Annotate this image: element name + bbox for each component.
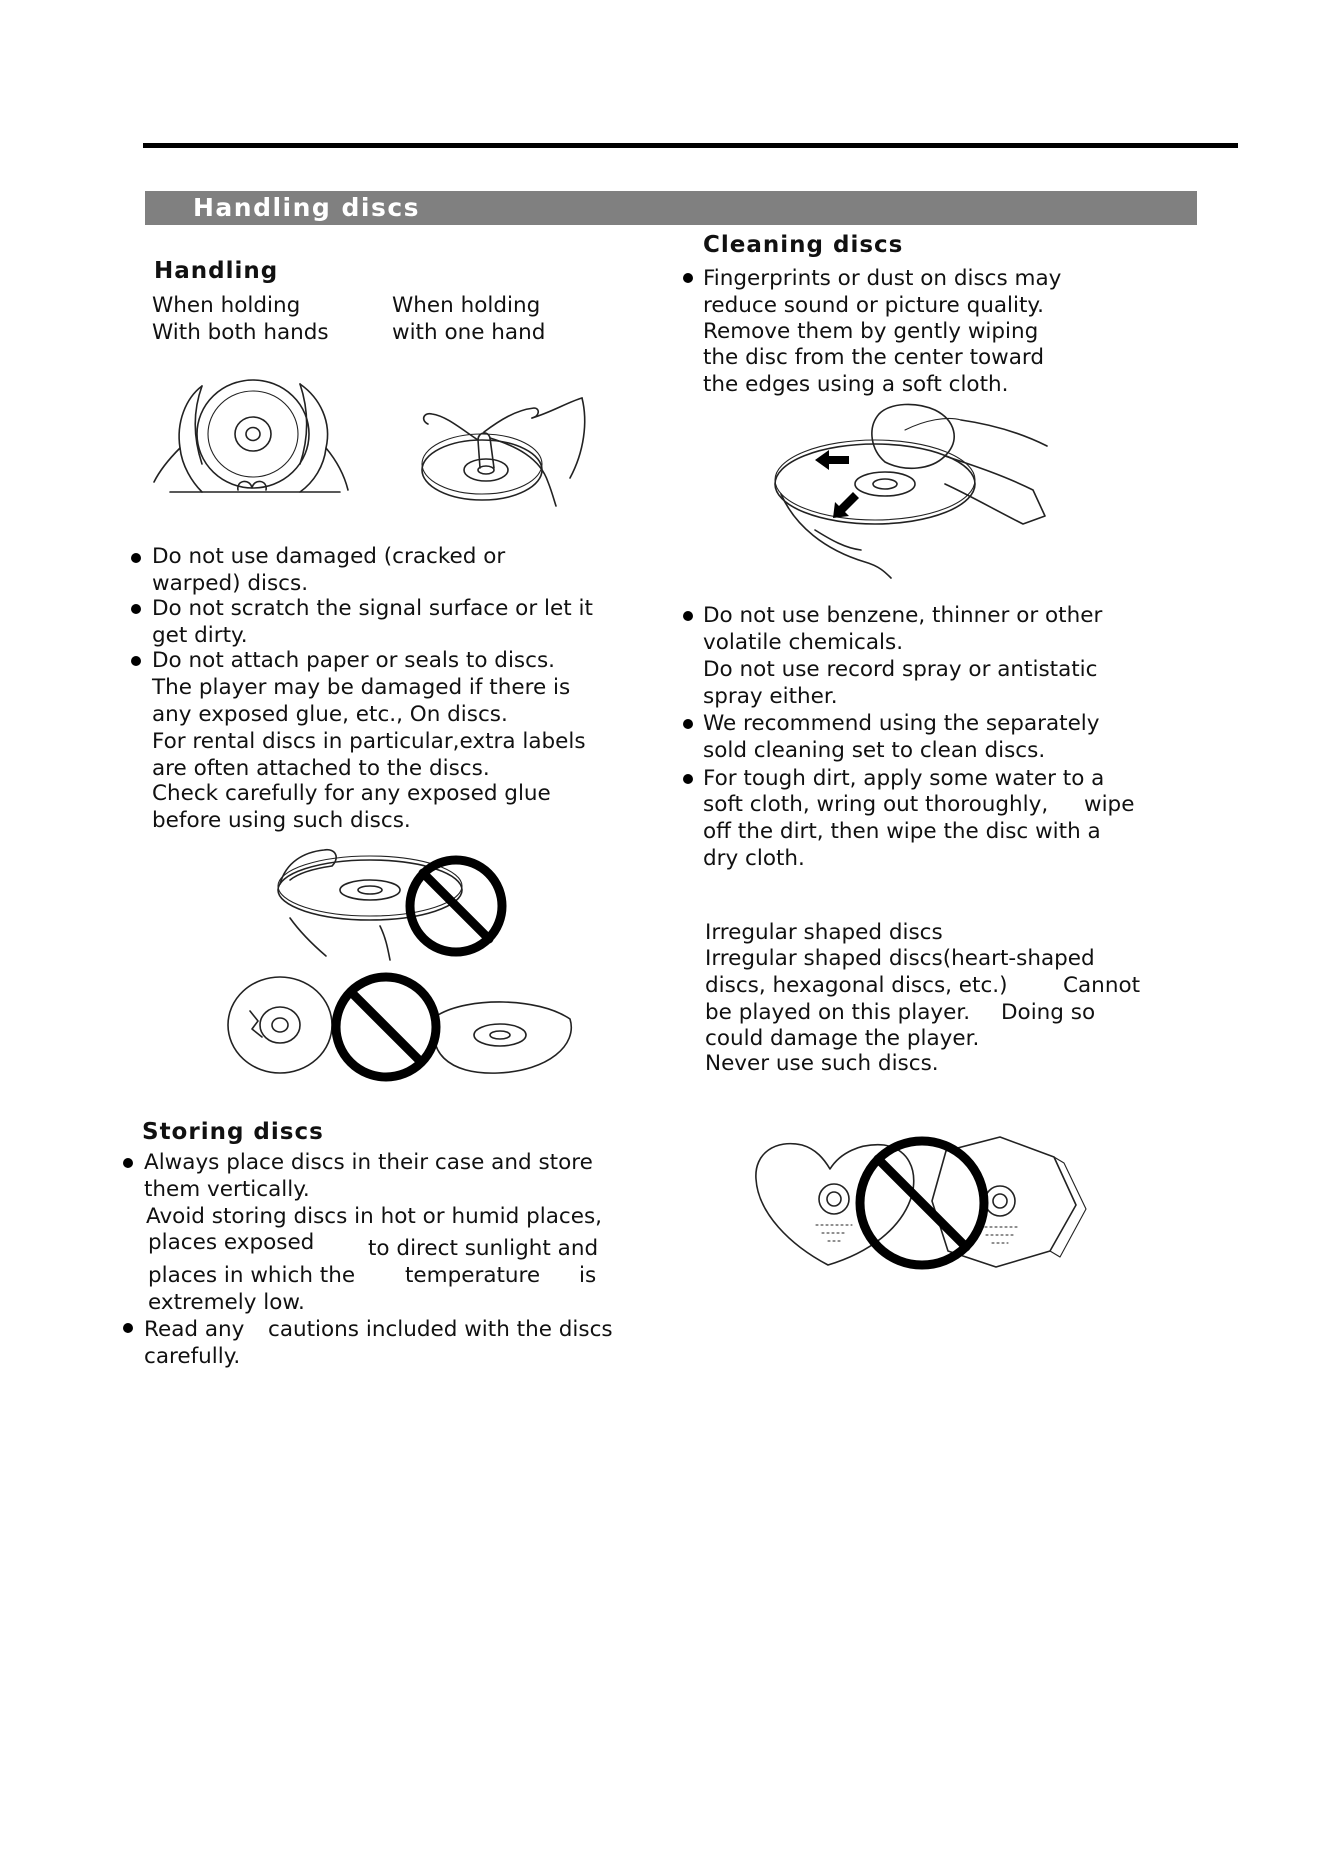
cleaning-set-line1: We recommend using the separately <box>703 711 1100 736</box>
cleaning-line3: Remove them by gently wiping <box>703 319 1039 344</box>
irregular-line6: Never use such discs. <box>705 1051 939 1076</box>
tough-dirt-line1: For tough dirt, apply some water to a <box>703 766 1105 791</box>
bullet <box>131 656 141 666</box>
chemicals-line4: spray either. <box>703 684 838 709</box>
storing-line5a: places in which the <box>148 1263 356 1288</box>
handling-heading: Handling <box>154 258 279 284</box>
irregular-line4b: Doing so <box>1001 1000 1096 1025</box>
storing-line4b: to direct sunlight and <box>368 1236 599 1261</box>
cleaning-heading: Cleaning discs <box>703 232 904 258</box>
storing-read-line2: carefully. <box>144 1344 241 1369</box>
bullet <box>131 553 141 563</box>
bullet <box>683 774 693 784</box>
tough-dirt-line2a: soft cloth, wring out thoroughly, <box>703 792 1049 817</box>
both-hands-caption-line2: With both hands <box>152 320 329 345</box>
storing-line1: Always place discs in their case and store <box>144 1150 593 1175</box>
tough-dirt-line4: dry cloth. <box>703 846 805 871</box>
one-hand-disc-illustration <box>420 392 595 510</box>
caution-paper-line6: Check carefully for any exposed glue <box>152 781 551 806</box>
cleaning-line4: the disc from the center toward <box>703 345 1045 370</box>
bullet <box>683 273 693 283</box>
no-damaged-disc-illustration <box>228 975 578 1093</box>
storing-line3: Avoid storing discs in hot or humid places, <box>146 1204 603 1229</box>
no-irregular-disc-illustration <box>750 1135 1090 1285</box>
storing-line5b: temperature <box>405 1263 541 1288</box>
irregular-line3a: discs, hexagonal discs, etc.) <box>705 973 1008 998</box>
no-sticker-disc-illustration <box>270 840 515 965</box>
both-hands-disc-illustration <box>150 378 350 500</box>
storing-heading: Storing discs <box>142 1119 324 1145</box>
irregular-line5: could damage the player. <box>705 1026 980 1051</box>
caution-paper-line2: The player may be damaged if there is <box>152 675 571 700</box>
chemicals-line3: Do not use record spray or antistatic <box>703 657 1098 682</box>
wiping-disc-illustration <box>775 400 1065 580</box>
cleaning-set-line2: sold cleaning set to clean discs. <box>703 738 1046 763</box>
caution-paper-line5: are often attached to the discs. <box>152 756 490 781</box>
bullet <box>683 719 693 729</box>
irregular-line3b: Cannot <box>1063 973 1141 998</box>
storing-line2: them vertically. <box>144 1177 310 1202</box>
both-hands-caption-line1: When holding <box>152 293 301 318</box>
storing-line5c: is <box>579 1263 597 1288</box>
irregular-line4a: be played on this player. <box>705 1000 971 1025</box>
caution-paper-line7: before using such discs. <box>152 808 411 833</box>
tough-dirt-line3: off the dirt, then wipe the disc with a <box>703 819 1101 844</box>
caution-paper-line4: For rental discs in particular,extra labels <box>152 729 586 754</box>
top-rule <box>143 143 1238 148</box>
cleaning-line2: reduce sound or picture quality. <box>703 293 1044 318</box>
section-title: Handling discs <box>145 191 1197 225</box>
storing-line6: extremely low. <box>148 1290 305 1315</box>
storing-read-line1b: cautions included with the discs <box>268 1317 613 1342</box>
caution-scratch-line1: Do not scratch the signal surface or let it <box>152 596 593 621</box>
tough-dirt-line2b: wipe <box>1084 792 1135 817</box>
irregular-line1: Irregular shaped discs <box>705 920 943 945</box>
bullet <box>123 1323 133 1333</box>
bullet <box>683 611 693 621</box>
chemicals-line2: volatile chemicals. <box>703 630 904 655</box>
caution-damaged-line1: Do not use damaged (cracked or <box>152 544 506 569</box>
one-hand-caption-line2: with one hand <box>392 320 546 345</box>
caution-paper-line3: any exposed glue, etc., On discs. <box>152 702 508 727</box>
caution-damaged-line2: warped) discs. <box>152 571 309 596</box>
caution-scratch-line2: get dirty. <box>152 623 248 648</box>
cleaning-line1: Fingerprints or dust on discs may <box>703 266 1062 291</box>
bullet <box>123 1158 133 1168</box>
caution-paper-line1: Do not attach paper or seals to discs. <box>152 648 555 673</box>
irregular-line2: Irregular shaped discs(heart-shaped <box>705 946 1095 971</box>
storing-read-line1a: Read any <box>144 1317 245 1342</box>
one-hand-caption-line1: When holding <box>392 293 541 318</box>
cleaning-line5: the edges using a soft cloth. <box>703 372 1009 397</box>
storing-line4a: places exposed <box>148 1230 315 1255</box>
bullet <box>131 604 141 614</box>
chemicals-line1: Do not use benzene, thinner or other <box>703 603 1103 628</box>
